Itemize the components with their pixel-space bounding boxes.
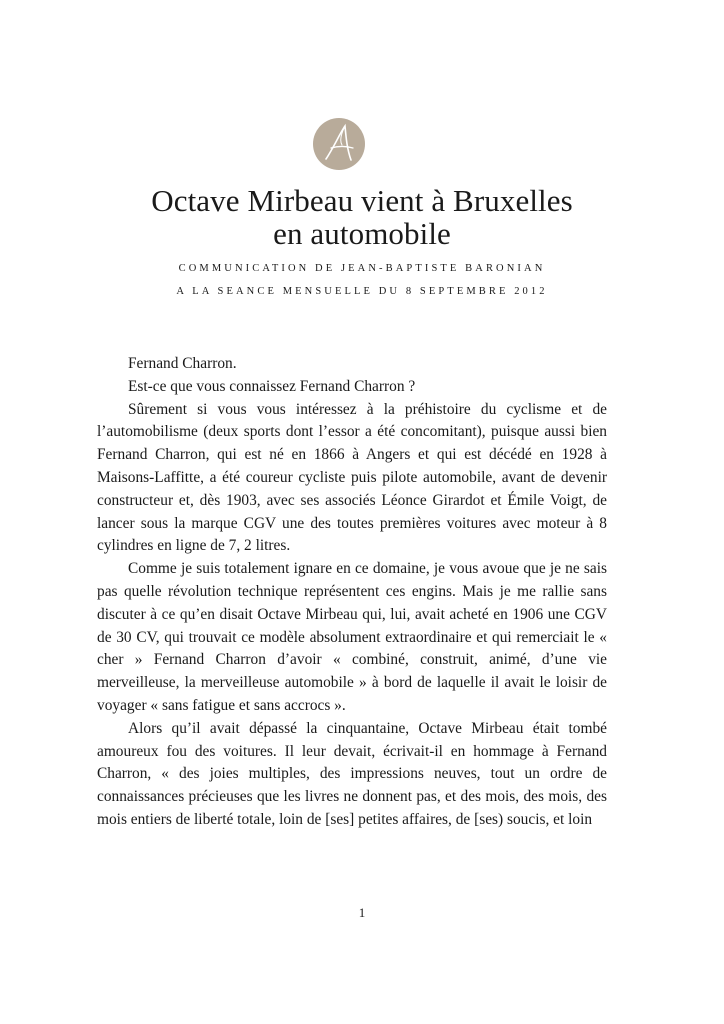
article-body <box>97 353 607 832</box>
paragraph: Sûrement si vous vous intéressez à la préhistoire du cyclisme et de l’automobilisme (deux sports dont l’essor a été concomitant), puisque aussi bien Fernand Charron, qui est né en 1866 à Angers et qui est décédé en 1928 à Maisons-Laffitte, a été coureur cycliste puis pilote automobile, avant de devenir constructeur et, dès 1903, avec ses associés Léonce Girardot et Émile Voigt, de lancer sous la marque CGV une des toutes premières voitures avec moteur à 8 cylindres en ligne de 7, 2 litres. <box>97 400 607 555</box>
page-title-line-2: en automobile <box>273 216 451 251</box>
page-number: 1 <box>358 905 366 920</box>
subtitle-session: A LA SEANCE MENSUELLE DU 8 SEPTEMBRE 2012 <box>176 286 548 297</box>
subtitle-author: COMMUNICATION DE JEAN-BAPTISTE BARONIAN <box>178 263 546 274</box>
paragraph: Alors qu’il avait dépassé la cinquantaine, Octave Mirbeau était tombé amoureux fou des voitures. Il leur devait, écrivait-il en hommage à Fernand Charron, « des joies multiples, des impressions neuves, tout un ordre de connaissances précieuses que les livres ne donnent pas, et des mois, des mois, des mois entiers de liberté totale, loin de [ses] petites affaires, de [ses) soucis, et loin <box>97 719 607 828</box>
paragraph: Fernand Charron. <box>128 355 237 372</box>
paragraph: Est-ce que vous connaissez Fernand Charron ? <box>128 377 416 395</box>
paragraph: Comme je suis totalement ignare en ce domaine, je vous avoue que je ne sais pas quelle révolution technique représentent ces engins. Mais je me rallie sans discuter à ce qu’en disait Octave Mirbeau qui, lui, avait acheté en 1906 une CGV de 30 CV, qui trouvait ce modèle absolument extraordinaire et qui remerciait le « cher » Fernand Charron d’avoir « combiné, construit, animé, d’une vie merveilleuse, la merveilleuse automobile » à bord de laquelle il avait le loisir de voyager « sans fatigue et sans accrocs ». <box>97 560 607 714</box>
page-title-line-1: Octave Mirbeau vient à Bruxelles <box>151 183 573 218</box>
monogram-logo-icon <box>312 117 366 171</box>
